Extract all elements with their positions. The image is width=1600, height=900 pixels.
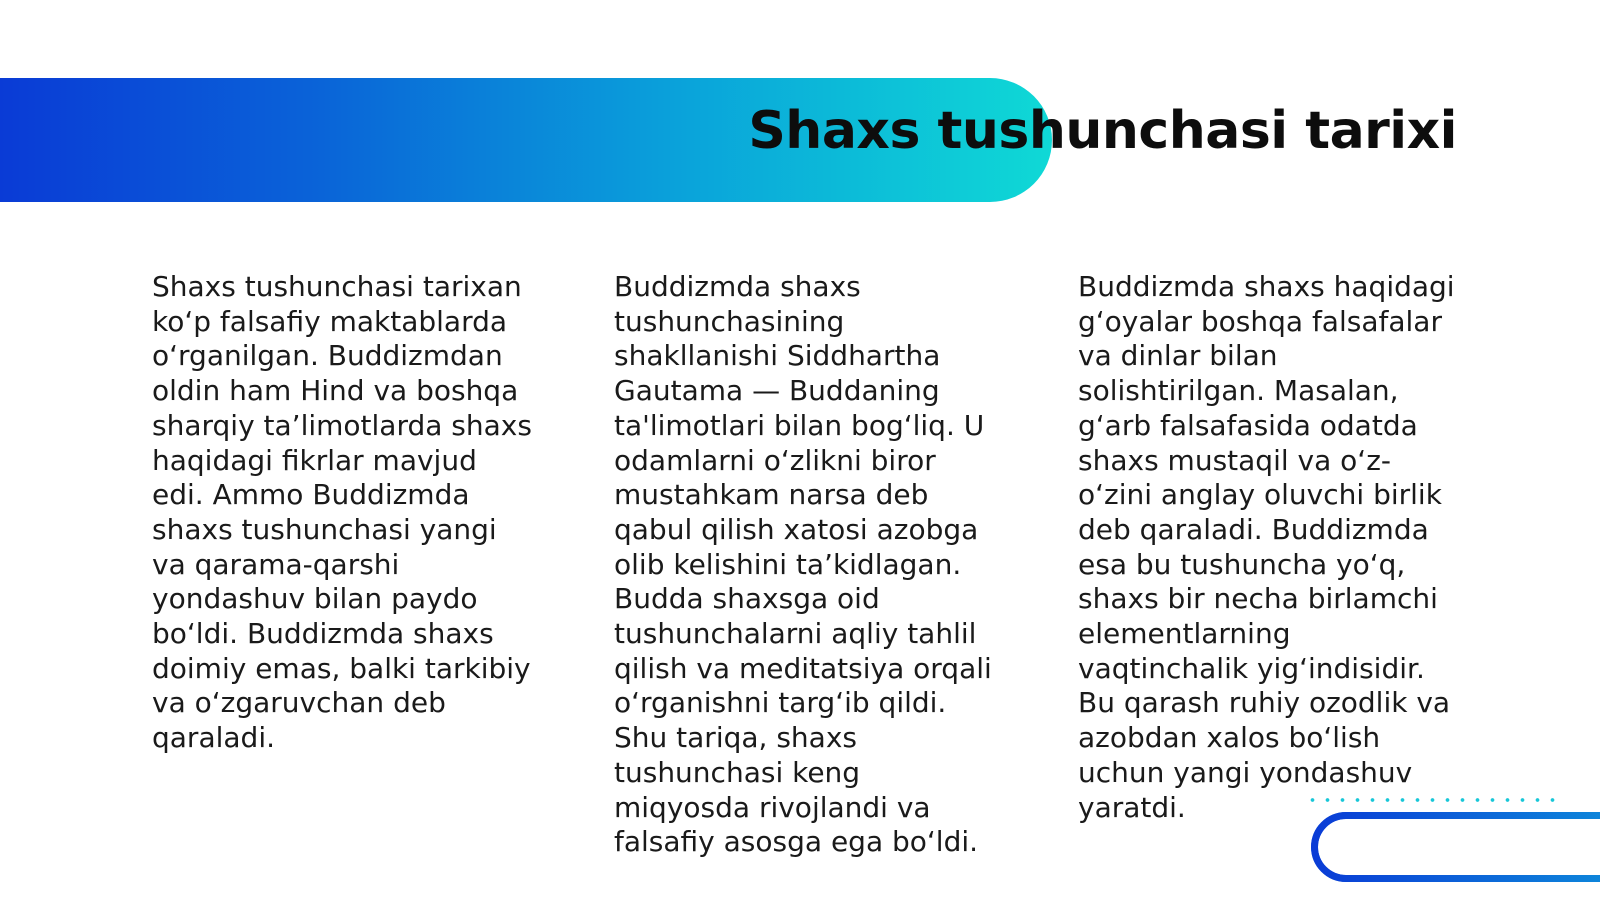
text-column-3: Buddizmda shaxs haqidagi g‘oyalar boshqa falsafalar va dinlar bilan solishtirilgan. Masalan, g‘arb falsafasida odatda shaxs mustaqil va o‘z-o‘zini anglay oluvchi birlik deb qaraladi. Buddizmda esa bu tushuncha yo‘q, shaxs bir necha birlamchi elementlarning vaqtinchalik yig‘indisidir. Bu qarash ruhiy ozodlik va azobdan xalos bo‘lish uchun yangi yondashuv yaratdi. xyxy=(1078,270,1455,824)
decorative-dot-row xyxy=(1305,797,1560,803)
decorative-pill-outline xyxy=(1311,812,1600,882)
text-column-1: Shaxs tushunchasi tarixan ko‘p falsafiy maktablarda o‘rganilgan. Buddizmdan oldin ham Hind va boshqa sharqiy ta’limotlarda shaxs haqidagi fikrlar mavjud edi. Ammo Buddizmda shaxs tushunchasi yangi va qarama-qarshi yondashuv bilan paydo bo‘ldi. Buddizmda shaxs doimiy emas, balki tarkibiy va o‘zgaruvchan deb qaraladi. xyxy=(152,270,532,755)
text-column-2: Buddizmda shaxs tushunchasining shakllanishi Siddhartha Gautama — Buddaning ta'limotlari bilan bog‘liq. U odamlarni o‘zlikni biror mustahkam narsa deb qabul qilish xatosi azobga olib kelishini ta’kidlagan. Budda shaxsga oid tushunchalarni aqliy tahlil qilish va meditatsiya orqali o‘rganishni targ‘ib qildi. Shu tariqa, shaxs tushunchasi keng miqyosda rivojlandi va falsafiy asosga ega bo‘ldi. xyxy=(614,270,992,859)
slide-title: Shaxs tushunchasi tarixi xyxy=(748,101,1457,161)
